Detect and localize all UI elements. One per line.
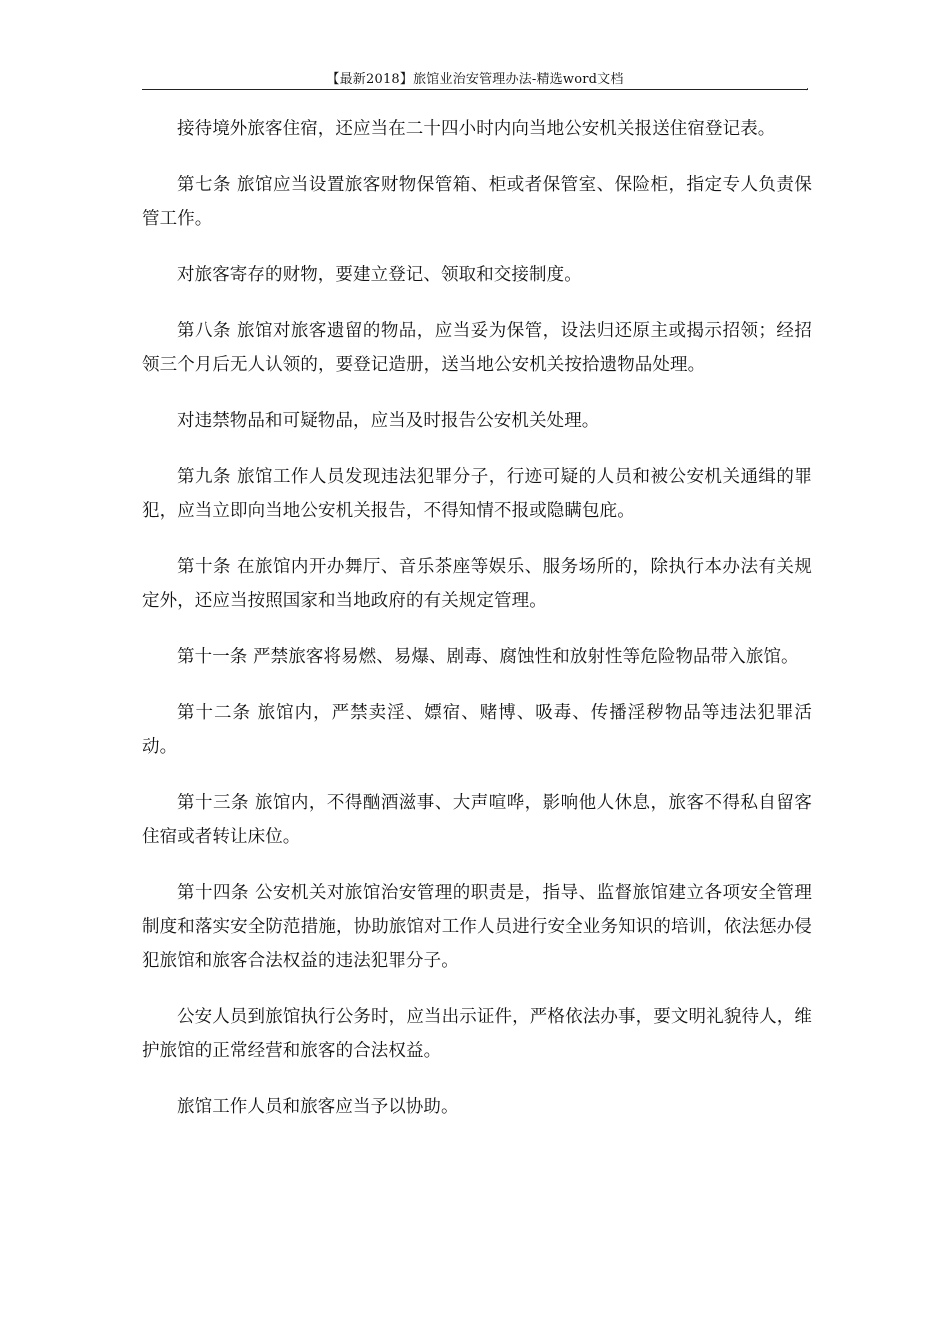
header-divider <box>142 89 808 90</box>
document-body <box>142 112 812 1146</box>
paragraph-prohibited-items: 对违禁物品和可疑物品，应当及时报告公安机关处理。 <box>177 411 600 431</box>
paragraph-article-10: 第十条 在旅馆内开办舞厅、音乐茶座等娱乐、服务场所的，除执行本办法有关规定外，还应当按照国家和当地政府的有关规定管理。 <box>142 557 812 611</box>
header-paragraph-mark-icon: , <box>806 82 809 92</box>
paragraph-article-9: 第九条 旅馆工作人员发现违法犯罪分子，行迹可疑的人员和被公安机关通缉的罪犯，应当立即向当地公安机关报告，不得知情不报或隐瞒包庇。 <box>142 467 812 521</box>
paragraph-article-8: 第八条 旅馆对旅客遗留的物品，应当妥为保管，设法归还原主或揭示招领；经招领三个月后无人认领的，要登记造册，送当地公安机关按拾遗物品处理。 <box>142 321 812 375</box>
paragraph-foreign-guest-registration: 接待境外旅客住宿，还应当在二十四小时内向当地公安机关报送住宿登记表。 <box>177 119 776 139</box>
paragraph-article-14: 第十四条 公安机关对旅馆治安管理的职责是，指导、监督旅馆建立各项安全管理制度和落实安全防范措施，协助旅馆对工作人员进行安全业务知识的培训，依法惩办侵犯旅馆和旅客合法权益的违法犯罪分子。 <box>142 883 812 971</box>
paragraph-article-7: 第七条 旅馆应当设置旅客财物保管箱、柜或者保管室、保险柜，指定专人负责保管工作。 <box>142 175 812 229</box>
paragraph-article-13: 第十三条 旅馆内，不得酗酒滋事、大声喧哗，影响他人休息，旅客不得私自留客住宿或者转让床位。 <box>142 793 812 847</box>
paragraph-cooperation: 旅馆工作人员和旅客应当予以协助。 <box>177 1097 459 1117</box>
paragraph-article-12: 第十二条 旅馆内，严禁卖淫、嫖宿、赌博、吸毒、传播淫秽物品等违法犯罪活动。 <box>142 703 812 757</box>
page-header-title: 【最新2018】旅馆业治安管理办法-精选word文档 <box>326 72 624 87</box>
paragraph-article-11: 第十一条 严禁旅客将易燃、易爆、剧毒、腐蚀性和放射性等危险物品带入旅馆。 <box>177 647 799 667</box>
paragraph-deposited-property: 对旅客寄存的财物，要建立登记、领取和交接制度。 <box>177 265 582 285</box>
paragraph-police-duties: 公安人员到旅馆执行公务时，应当出示证件，严格依法办事，要文明礼貌待人，维护旅馆的正常经营和旅客的合法权益。 <box>142 1007 812 1061</box>
